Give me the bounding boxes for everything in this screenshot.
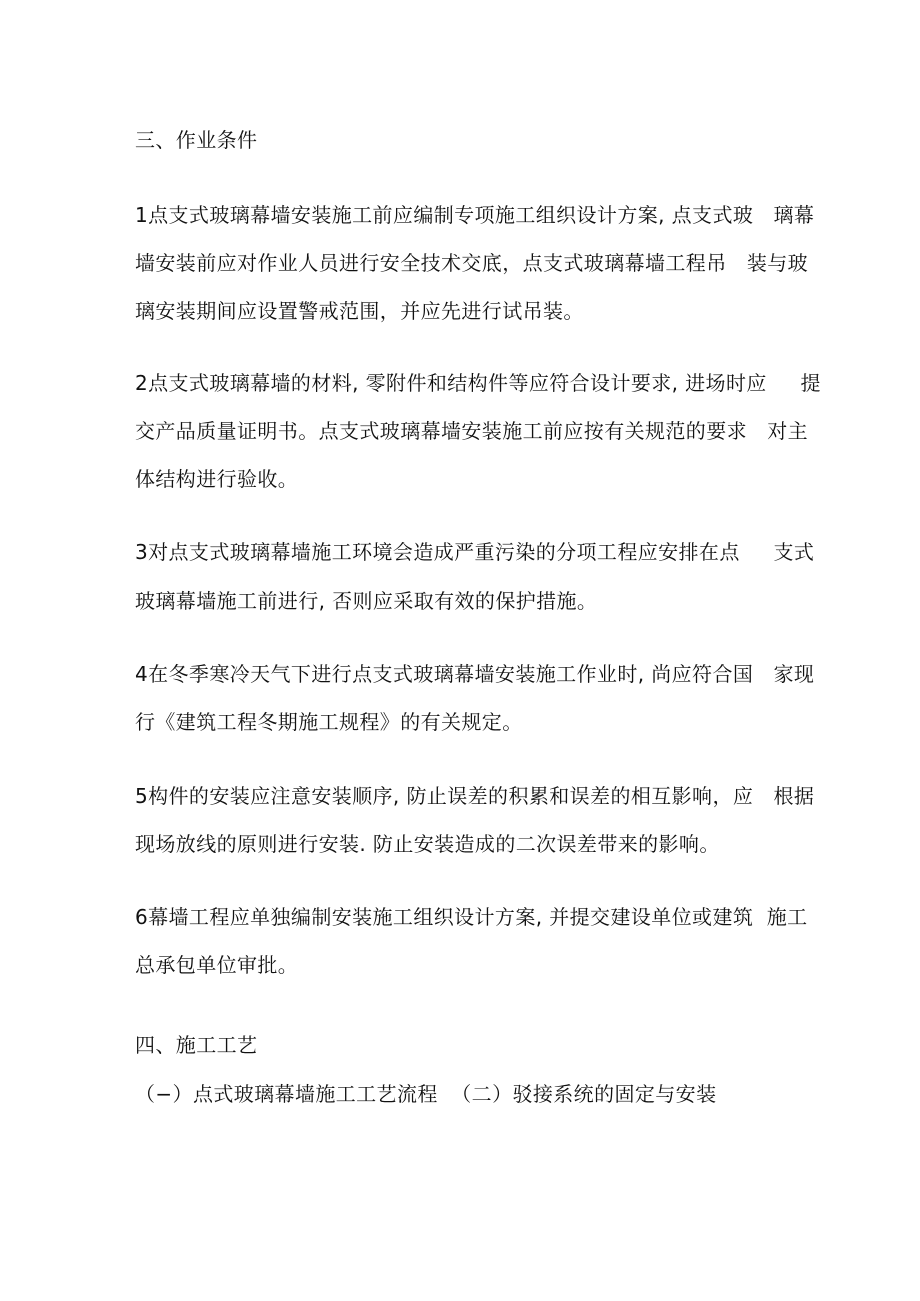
paragraph-line: 5构件的安装应注意安装顺序, 防止误差的积累和误差的相互影响，应 根据 <box>135 784 815 808</box>
paragraph-line: 墙安装前应对作业人员进行安全技术交底，点支式玻璃幕墙工程吊 装与玻 <box>135 251 809 275</box>
paragraph-line: 3对点支式玻璃幕墙施工环境会造成严重污染的分项工程应安排在点 支式 <box>135 540 815 564</box>
paragraph-line: 现场放线的原则进行安装. 防止安装造成的二次误差带来的影响。 <box>135 832 720 856</box>
paragraph-line: 总承包单位审批。 <box>135 953 299 977</box>
paragraph-line: 4在冬季寒冷天气下进行点支式玻璃幕墙安装施工作业时, 尚应符合国 家现 <box>135 662 815 686</box>
paragraph-line: 玻璃幕墙施工前进行, 否则应采取有效的保护措施。 <box>135 589 598 613</box>
subheading-line: （−）点式玻璃幕墙施工工艺流程 （二）驳接系统的固定与安装 <box>135 1082 717 1106</box>
paragraph-line: 2点支式玻璃幕墙的材料, 零附件和结构件等应符合设计要求, 进场时应 提 <box>135 371 821 395</box>
paragraph-line: 行《建筑工程冬期施工规程》的有关规定。 <box>135 710 523 734</box>
paragraph-line: 体结构进行验收。 <box>135 467 299 491</box>
section-heading-4: 四、施工工艺 <box>135 1033 258 1057</box>
section-heading-3: 三、作业条件 <box>135 128 258 152</box>
paragraph-line: 璃安装期间应设置警戒范围，并应先进行试吊装。 <box>135 299 584 323</box>
paragraph-line: 交产品质量证明书。点支式玻璃幕墙安装施工前应按有关规范的要求 对主 <box>135 419 809 443</box>
paragraph-line: 1点支式玻璃幕墙安装施工前应编制专项施工组织设计方案, 点支式玻 璃幕 <box>135 203 815 227</box>
paragraph-line: 6幕墙工程应单独编制安装施工组织设计方案, 并提交建设单位或建筑 施工 <box>135 905 808 929</box>
